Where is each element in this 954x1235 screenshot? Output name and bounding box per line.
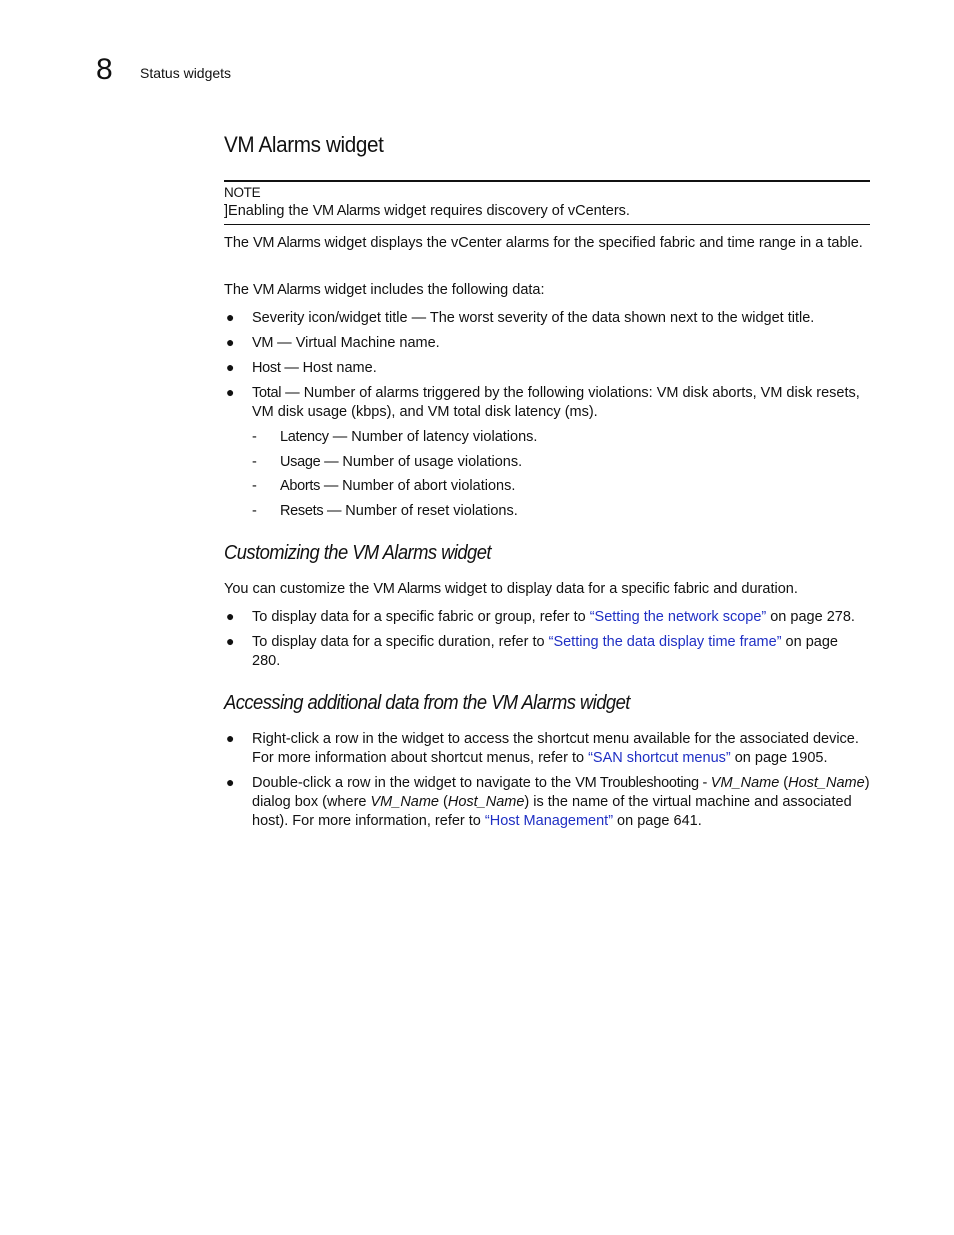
intro-paragraph-1 xyxy=(224,234,870,253)
customizing-term: VM Alarms xyxy=(373,581,441,597)
network-scope-link[interactable]: “Setting the network scope” xyxy=(589,609,767,625)
bullet-mid: ) is the name of the virtual machine and associated host). For more information, refer to xyxy=(252,794,852,829)
bullet-text: Severity icon/widget title — The worst severity of the data shown next to the widget title. xyxy=(252,310,815,326)
sub-text: — Number of latency violations. xyxy=(328,429,538,445)
running-title: Status widgets xyxy=(140,65,232,81)
bullet-term: VM xyxy=(252,335,274,351)
vm-name-var: VM_Name xyxy=(370,794,439,810)
chapter-number: 8 xyxy=(96,53,113,86)
intro1-suffix: widget displays the vCenter alarms for the specified fabric and time range in a table. xyxy=(320,235,863,251)
paren: ( xyxy=(779,775,789,791)
bullet-term: Host — xyxy=(252,360,299,376)
host-name-var: Host_Name xyxy=(447,794,525,810)
note-label: NOTE xyxy=(224,185,261,200)
vm-name-var: VM_Name xyxy=(710,775,780,791)
customizing-intro xyxy=(224,580,870,599)
bullet-suffix: on page 1905. xyxy=(730,750,828,766)
sub-term: Resets — xyxy=(280,503,342,519)
dialog-term: VM Troubleshooting - xyxy=(575,775,711,791)
sub-term: Aborts — xyxy=(280,478,339,494)
bullet-icon: ● xyxy=(226,730,235,746)
bullet-icon: ● xyxy=(226,359,235,375)
bullet-icon: ● xyxy=(226,774,235,790)
customizing-suffix: widget to display data for a specific fabric and duration. xyxy=(440,581,798,597)
time-frame-link[interactable]: “Setting the data display time frame” xyxy=(548,634,782,650)
bullet-suffix: on page 641. xyxy=(613,813,702,829)
note-text xyxy=(224,203,630,219)
note-box xyxy=(224,180,870,225)
intro2-term: VM Alarms xyxy=(253,282,321,298)
note-prefix: ]Enabling the xyxy=(224,203,313,219)
intro-paragraph-2 xyxy=(224,281,870,300)
san-shortcut-menus-link[interactable]: “SAN shortcut menus” xyxy=(588,750,731,766)
subsection-title-accessing: Accessing additional data from the VM Alarms widget xyxy=(224,692,630,714)
bullet-prefix: Double-click a row in the widget to navigate to the xyxy=(252,775,576,791)
dash-icon: - xyxy=(252,478,257,494)
intro1-term: VM Alarms xyxy=(253,235,321,251)
bullet-icon: ● xyxy=(226,608,235,624)
bullet-suffix: on page 278. xyxy=(766,609,855,625)
section-title: VM Alarms widget xyxy=(224,132,384,157)
paren: ( xyxy=(439,794,448,810)
dash-icon: - xyxy=(252,503,257,519)
customizing-prefix: You can customize the xyxy=(224,581,374,597)
bullet-text: — Virtual Machine name. xyxy=(273,335,440,351)
bullet-prefix: Right-click a row in the widget to access the shortcut menu available for the associated device. For more information about shortcut menus, refer to xyxy=(252,731,859,766)
note-term: VM Alarms xyxy=(312,203,381,219)
sub-text: Number of usage violations. xyxy=(338,454,523,470)
bullet-suffix: on page 280. xyxy=(252,634,838,669)
bullet-term: Total xyxy=(252,385,282,401)
sub-term: Latency xyxy=(280,429,329,445)
bullet-icon: ● xyxy=(226,309,235,325)
subsection-title-customizing: Customizing the VM Alarms widget xyxy=(224,542,491,564)
bullet-icon: ● xyxy=(226,633,235,649)
intro2-prefix: The xyxy=(224,282,254,298)
dash-icon: - xyxy=(252,429,257,445)
host-management-link[interactable]: “Host Management” xyxy=(484,813,614,829)
dash-icon: - xyxy=(252,454,257,470)
note-suffix: widget requires discovery of vCenters. xyxy=(380,203,630,219)
bullet-icon: ● xyxy=(226,334,235,350)
host-name-var: Host_Name xyxy=(788,775,865,791)
sub-text: Number of reset violations. xyxy=(341,503,518,519)
intro2-suffix: widget includes the following data: xyxy=(320,282,545,298)
bullet-prefix: To display data for a specific fabric or group, refer to xyxy=(252,609,590,625)
bullet-icon: ● xyxy=(226,384,235,400)
bullet-text: Host name. xyxy=(298,360,377,376)
bullet-text: — Number of alarms triggered by the following violations: VM disk aborts, VM disk resets, VM disk usage (kbps), and VM total disk latency (ms). xyxy=(252,385,860,420)
sub-text: Number of abort violations. xyxy=(338,478,516,494)
bullet-prefix: To display data for a specific duration, refer to xyxy=(252,634,549,650)
intro1-prefix: The xyxy=(224,235,254,251)
sub-term: Usage — xyxy=(280,454,339,470)
bullet-mid: ) dialog box (where xyxy=(252,775,870,810)
